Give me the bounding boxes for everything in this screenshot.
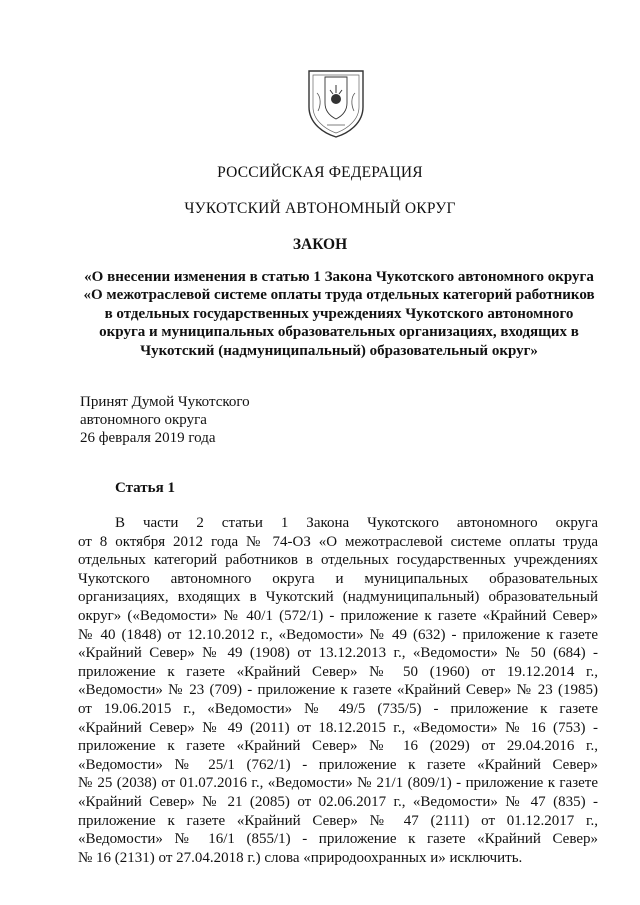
adoption-line: Принят Думой Чукотского (80, 394, 250, 410)
country-name: РОССИЙСКАЯ ФЕДЕРАЦИЯ (217, 164, 423, 181)
article-line: приложение к газете «Крайний Север» № 16 (2029) от 29.04.2016 г., (78, 738, 598, 755)
law-title-line: «О межотраслевой системе оплаты труда отдельных категорий работников (83, 287, 595, 304)
article-line: от 19.06.2015 г., «Ведомости» № 49/5 (735/5) - приложение к газете (78, 700, 598, 717)
law-title-line: округа и муниципальных образовательных организациях, входящих в (99, 324, 579, 341)
article-heading: Статья 1 (115, 480, 175, 496)
adoption-date: 26 февраля 2019 года (80, 430, 216, 446)
law-title-line: Чукотский (надмуниципальный) образовательный округ» (140, 342, 538, 359)
article-line: «Ведомости» № 16/1 (855/1) - приложение к газете «Крайний Север» (78, 831, 598, 848)
article-line: приложение к газете «Крайний Север» № 47 (2111) от 01.12.2017 г., (78, 812, 598, 829)
article-line: «Ведомости» № 23 (709) - приложение к газете «Крайний Север» № 23 (1985) (78, 682, 598, 699)
coat-of-arms-icon (303, 63, 369, 139)
article-line: № 25 (2038) от 01.07.2016 г., «Ведомости» № 21/1 (809/1) - приложение к газете (78, 775, 598, 792)
article-line: «Крайний Север» № 21 (2085) от 02.06.2017 г., «Ведомости» № 47 (835) - (78, 793, 598, 810)
article-line: организациях, входящих в Чукотский (надмуниципальный) образовательный (78, 589, 598, 606)
article-line: В части 2 статьи 1 Закона Чукотского автономного округа (115, 515, 598, 531)
adoption-line: автономного округа (80, 412, 207, 428)
document-type: ЗАКОН (292, 236, 348, 253)
law-title-line: в отдельных государственных учреждениях Чукотского автономного (104, 305, 574, 322)
article-line: приложение к газете «Крайний Север» № 50 (1960) от 19.12.2014 г., (78, 663, 598, 680)
article-body (78, 514, 598, 867)
article-line: Чукотского автономного округа и муниципальных образовательных (78, 570, 598, 587)
article-line: № 16 (2131) от 27.04.2018 г.) слова «природоохранных и» исключить. (78, 849, 523, 866)
article-line: «Ведомости» № 25/1 (762/1) - приложение к газете «Крайний Север» (78, 756, 598, 773)
article-line: отдельных категорий работников в отдельных государственных учреждениях (78, 552, 598, 569)
article-line: «Крайний Север» № 49 (2011) от 18.12.2015 г., «Ведомости» № 16 (753) - (78, 719, 598, 736)
law-title-line: «О внесении изменения в статью 1 Закона Чукотского автономного округа (84, 269, 594, 285)
article-line: от 8 октября 2012 года № 74-ОЗ «О межотраслевой системе оплаты труда (78, 533, 598, 550)
adoption-info (80, 393, 250, 447)
article-line: № 40 (1848) от 12.10.2012 г., «Ведомости» № 49 (632) - приложение к газете (78, 626, 598, 643)
article-line: «Крайний Север» № 49 (1908) от 13.12.2013 г., «Ведомости» № 50 (684) - (78, 645, 598, 662)
region-name: ЧУКОТСКИЙ АВТОНОМНЫЙ ОКРУГ (184, 200, 456, 217)
law-title (72, 268, 606, 360)
article-line: округ» («Ведомости» № 40/1 (572/1) - приложение к газете «Крайний Север» (78, 607, 598, 624)
